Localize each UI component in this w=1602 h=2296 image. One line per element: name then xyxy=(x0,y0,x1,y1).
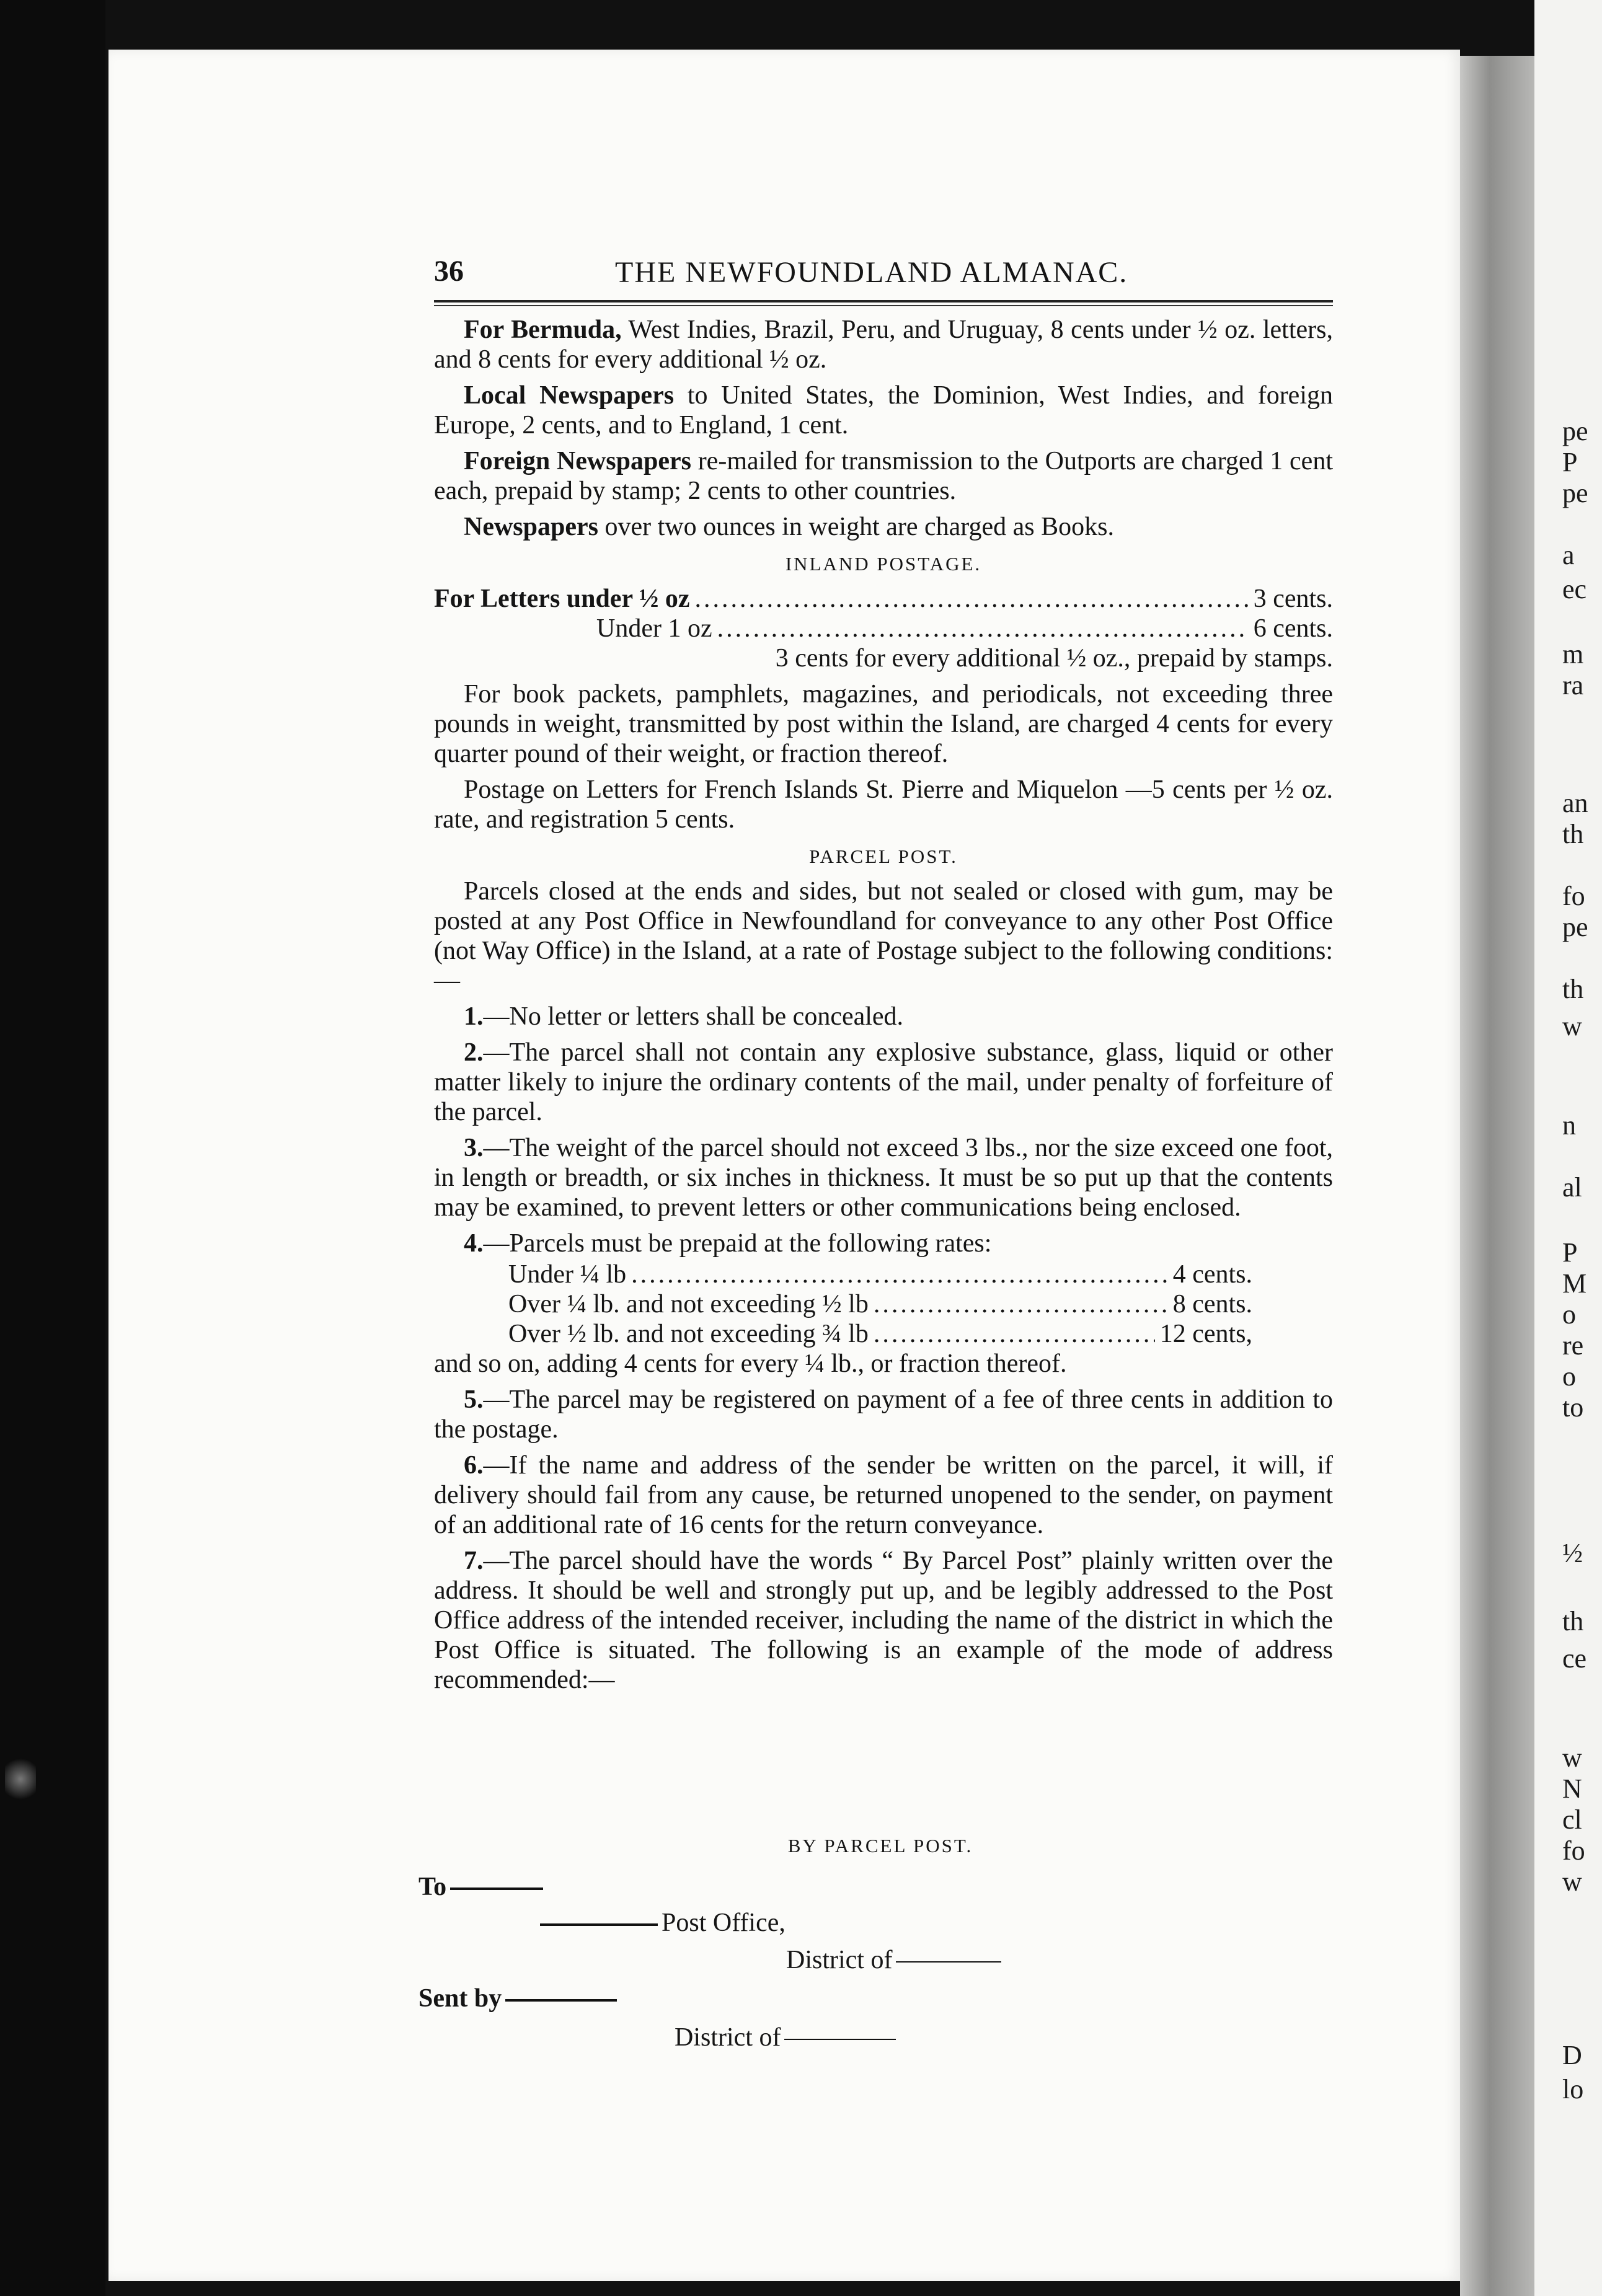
adjacent-page-fragment: M xyxy=(1562,1268,1587,1299)
rule-2 xyxy=(434,1038,1333,1127)
page-title: THE NEWFOUNDLAND ALMANAC. xyxy=(615,256,1128,289)
blank-line xyxy=(450,1888,543,1890)
rule-number: 6. xyxy=(464,1451,484,1480)
adjacent-page-fragment: to xyxy=(1562,1392,1584,1423)
dot-leader xyxy=(631,1260,1168,1289)
rule-text: —The parcel should have the words “ By Parcel Post” plainly written over the address. It should be well and strongly put up, and be legibly addressed to the Post Office address of the intended receiver, including the name of the district in which the Post Office is situated. The following is an example of the mode of address recommended:— xyxy=(434,1547,1333,1694)
section-heading-inland-postage: INLAND POSTAGE. xyxy=(785,553,982,575)
rule-4 xyxy=(434,1229,1333,1258)
adjacent-page-fragment: ra xyxy=(1562,670,1584,700)
rule-number: 4. xyxy=(464,1229,484,1258)
scan-dust-speck xyxy=(5,1754,36,1804)
adjacent-page-fragment: P xyxy=(1562,447,1578,477)
paragraph-parcel-intro: Parcels closed at the ends and sides, but not sealed or closed with gum, may be posted at any Post Office in Newfoundland for conveyance to any other Post Office (not Way Office) in the Island, at a rate of Postage subject to the following conditions:— xyxy=(434,877,1333,995)
rule-text: —The parcel shall not contain any explosive substance, glass, liquid or other matter likely to injure the ordinary contents of the mail, under penalty of forfeiture of the parcel. xyxy=(434,1038,1333,1126)
rule-1 xyxy=(434,1002,1333,1031)
book-gutter xyxy=(1460,56,1534,2296)
adjacent-page-fragment: al xyxy=(1562,1172,1582,1203)
rate-note: 3 cents for every additional ½ oz., prepaid by stamps. xyxy=(775,644,1333,673)
lead-in: Foreign Newspapers xyxy=(464,447,691,475)
sent-by-label: Sent by xyxy=(418,1984,502,2013)
rule-text: —The parcel may be registered on payment of a fee of three cents in addition to the postage. xyxy=(434,1385,1333,1444)
rate-row xyxy=(434,614,1333,643)
adjacent-page-fragment: pe xyxy=(1562,478,1588,508)
rule-number: 2. xyxy=(464,1038,484,1067)
running-head xyxy=(434,254,1339,291)
blank-line xyxy=(540,1923,658,1926)
address-sender-district-line xyxy=(675,2023,900,2052)
parcel-rate-row xyxy=(508,1289,1252,1319)
rule-3 xyxy=(434,1133,1333,1222)
adjacent-page-fragment: an xyxy=(1562,788,1588,818)
dot-leader xyxy=(717,614,1249,643)
adjacent-page-fragment: cl xyxy=(1562,1804,1582,1835)
rule-number: 1. xyxy=(464,1002,484,1031)
adjacent-page-fragment: o xyxy=(1562,1361,1576,1392)
section-heading-parcel-post: PARCEL POST. xyxy=(809,846,958,867)
parcel-rate-row xyxy=(508,1319,1252,1349)
address-heading: BY PARCEL POST. xyxy=(787,1835,973,1857)
rate-row xyxy=(434,584,1333,614)
paragraph-text: West Indies, Brazil, Peru, and Uruguay, 8 cents under ½ oz. letters, and 8 cents for every additional ½ oz. xyxy=(434,316,1333,374)
head-rule xyxy=(434,305,1333,306)
dot-leader xyxy=(874,1319,1155,1349)
rule-text: —No letter or letters shall be concealed. xyxy=(483,1002,904,1031)
adjacent-page-fragment: pe xyxy=(1562,416,1588,446)
district-label: District of xyxy=(675,2023,781,2052)
lead-in: Newspapers xyxy=(464,513,598,541)
rule-text: —If the name and address of the sender be written on the parcel, it will, if delivery should fail from any cause, be returned unopened to the sender, on payment of an additional rate of 16 cents for the return conveyance. xyxy=(434,1451,1333,1539)
head-rule xyxy=(434,300,1333,302)
rate-value: 3 cents. xyxy=(1253,585,1333,613)
rule-6 xyxy=(434,1450,1333,1540)
adjacent-page-fragment: th xyxy=(1562,819,1584,849)
rate-label: Under 1 oz xyxy=(596,614,712,643)
dot-leader xyxy=(695,584,1249,614)
rule-7 xyxy=(434,1546,1333,1695)
rate-value: 8 cents. xyxy=(1172,1290,1252,1318)
paragraph-book-packets: For book packets, pamphlets, magazines, and periodicals, not exceeding three pounds in weight, transmitted by post within the Island, are charged 4 cents for every quarter pound of their weight, or fraction thereof. xyxy=(434,680,1333,768)
adjacent-page-fragment: D xyxy=(1562,2040,1582,2070)
paragraph-st-pierre: Postage on Letters for French Islands St. Pierre and Miquelon —5 cents per ½ oz. rate, and registration 5 cents. xyxy=(434,775,1333,834)
lead-in: For Bermuda, xyxy=(464,316,622,344)
rate-label: For Letters under ½ oz xyxy=(434,585,690,613)
adjacent-page-fragment: N xyxy=(1562,1773,1582,1804)
rate-label: Over ¼ lb. and not exceeding ½ lb xyxy=(508,1290,869,1318)
adjacent-page-fragment: w xyxy=(1562,1866,1582,1897)
adjacent-page-fragment: ½ xyxy=(1562,1538,1583,1568)
parcel-rate-table xyxy=(434,1260,1252,1349)
paragraph-newspapers-books xyxy=(434,512,1333,542)
address-to-label: To xyxy=(418,1873,447,1901)
rule-number: 7. xyxy=(464,1547,484,1575)
rate-label: Under ¼ lb xyxy=(508,1260,627,1289)
parcel-rate-row xyxy=(508,1260,1252,1289)
adjacent-page-fragment: re xyxy=(1562,1330,1584,1361)
paragraph-text: to United States, the Dominion, West Indies, and foreign Europe, 2 cents, and to England, 1 cent. xyxy=(434,381,1333,439)
body-text xyxy=(434,315,1333,1701)
adjacent-page-fragment: th xyxy=(1562,1606,1584,1636)
rule-text: —The weight of the parcel should not exceed 3 lbs., nor the size exceed one foot, in length or breadth, or six inches in thickness. It must be so put up that the contents may be examined, to prevent letters or other communications being enclosed. xyxy=(434,1134,1333,1222)
rule-text: —Parcels must be prepaid at the following rates: xyxy=(483,1229,992,1258)
address-to-line xyxy=(418,1872,547,1902)
adjacent-page-edge xyxy=(1534,0,1602,2296)
paragraph-text: re-mailed for transmission to the Outports are charged 1 cent each, prepaid by stamp; 2 cents to other countries. xyxy=(434,447,1333,505)
adjacent-page-fragment: ce xyxy=(1562,1643,1587,1674)
post-office-label: Post Office, xyxy=(662,1909,786,1937)
rate-value: 6 cents. xyxy=(1253,614,1333,643)
adjacent-page-fragment: a xyxy=(1562,540,1575,570)
rule-number: 5. xyxy=(464,1385,484,1414)
lead-in: Local Newspapers xyxy=(464,381,675,410)
adjacent-page-fragment: o xyxy=(1562,1299,1576,1330)
adjacent-page-fragment: fo xyxy=(1562,881,1585,911)
dot-leader xyxy=(874,1289,1168,1319)
paragraph-local-newspapers xyxy=(434,381,1333,440)
adjacent-page-fragment: th xyxy=(1562,974,1584,1004)
page-number: 36 xyxy=(434,255,464,288)
rule-5 xyxy=(434,1385,1333,1444)
adjacent-page-fragment: w xyxy=(1562,1742,1582,1773)
adjacent-page-fragment: lo xyxy=(1562,2074,1584,2104)
paragraph-foreign-newspapers xyxy=(434,446,1333,506)
address-example xyxy=(415,1835,1345,2095)
district-label: District of xyxy=(786,1946,893,1974)
adjacent-page-fragment: pe xyxy=(1562,912,1588,942)
adjacent-page-fragment: m xyxy=(1562,639,1584,669)
rate-value: 4 cents. xyxy=(1172,1260,1252,1289)
paragraph-text: over two ounces in weight are charged as Books. xyxy=(598,513,1115,541)
rule-number: 3. xyxy=(464,1134,484,1162)
rates-tail: and so on, adding 4 cents for every ¼ lb., or fraction thereof. xyxy=(434,1349,1067,1378)
address-sent-by-line xyxy=(418,1984,621,2013)
paragraph-bermuda xyxy=(434,315,1333,374)
blank-line xyxy=(505,1999,617,2002)
adjacent-page-fragment: n xyxy=(1562,1110,1576,1141)
adjacent-page-fragment: ec xyxy=(1562,574,1587,604)
address-district-line xyxy=(786,1945,1005,1975)
blank-line xyxy=(896,1961,1001,1963)
adjacent-page-fragment: P xyxy=(1562,1237,1578,1268)
adjacent-page-fragment: w xyxy=(1562,1011,1582,1041)
rate-value: 12 cents, xyxy=(1159,1320,1252,1348)
scan-dark-margin xyxy=(0,0,105,2296)
rate-label: Over ½ lb. and not exceeding ¾ lb xyxy=(508,1320,869,1348)
address-post-office-line xyxy=(536,1908,786,1938)
blank-line xyxy=(784,2039,896,2040)
adjacent-page-fragment: fo xyxy=(1562,1835,1585,1866)
